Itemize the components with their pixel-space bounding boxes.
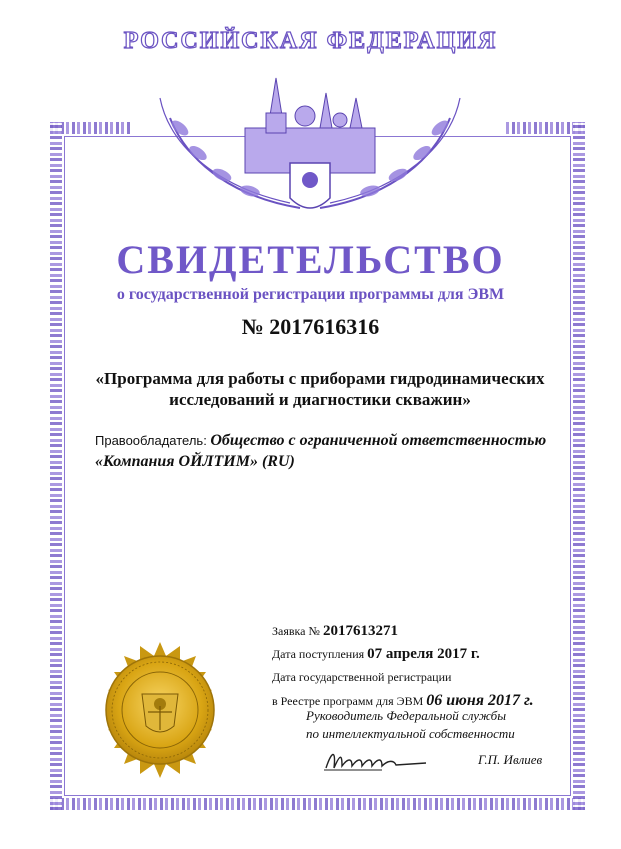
- rights-holder: [95, 431, 555, 472]
- application-number: 2017613271: [322, 623, 398, 639]
- certificate-subtitle: о государственной регистрации программы для ЭВМ: [116, 286, 505, 303]
- signer-name: Г.П. Ивлиев: [478, 752, 543, 767]
- gold-seal-icon: [92, 642, 228, 778]
- border-left: [50, 122, 62, 810]
- certificate-title: СВИДЕТЕЛЬСТВО: [116, 237, 505, 282]
- handwritten-signature: [322, 748, 432, 774]
- kremlin-emblem-icon: [150, 58, 470, 228]
- border-right: [573, 122, 585, 810]
- certificate-number: № 2017616316: [241, 314, 380, 339]
- program-name-line2: исследований и диагностики скважин»: [169, 390, 471, 409]
- registration-date: 06 июня 2017 г.: [426, 692, 534, 709]
- holder-label: Правообладатель:: [95, 433, 207, 448]
- official-position: [306, 707, 515, 743]
- received-label: Дата поступления: [272, 647, 365, 661]
- application-label: Заявка №: [272, 624, 320, 638]
- border-bottom: [50, 798, 585, 810]
- program-name: [90, 368, 550, 410]
- program-name-line1: «Программа для работы с приборами гидродинамических: [95, 369, 545, 388]
- holder-name-line2: «Компания ОЙЛТИМ» (RU): [95, 453, 295, 470]
- official-position-line2: по интеллектуальной собственности: [306, 726, 515, 741]
- country-title: РОССИЙСКАЯ ФЕДЕРАЦИЯ: [123, 28, 498, 54]
- registration-label-line1: Дата государственной регистрации: [272, 670, 452, 684]
- registration-label-line2: в Реестре программ для ЭВМ: [272, 694, 424, 708]
- registration-details: [272, 620, 534, 713]
- received-date: 07 апреля 2017 г.: [367, 646, 480, 662]
- official-position-line1: Руководитель Федеральной службы: [306, 708, 507, 723]
- holder-name-line1: Общество с ограниченной ответственностью: [210, 432, 547, 449]
